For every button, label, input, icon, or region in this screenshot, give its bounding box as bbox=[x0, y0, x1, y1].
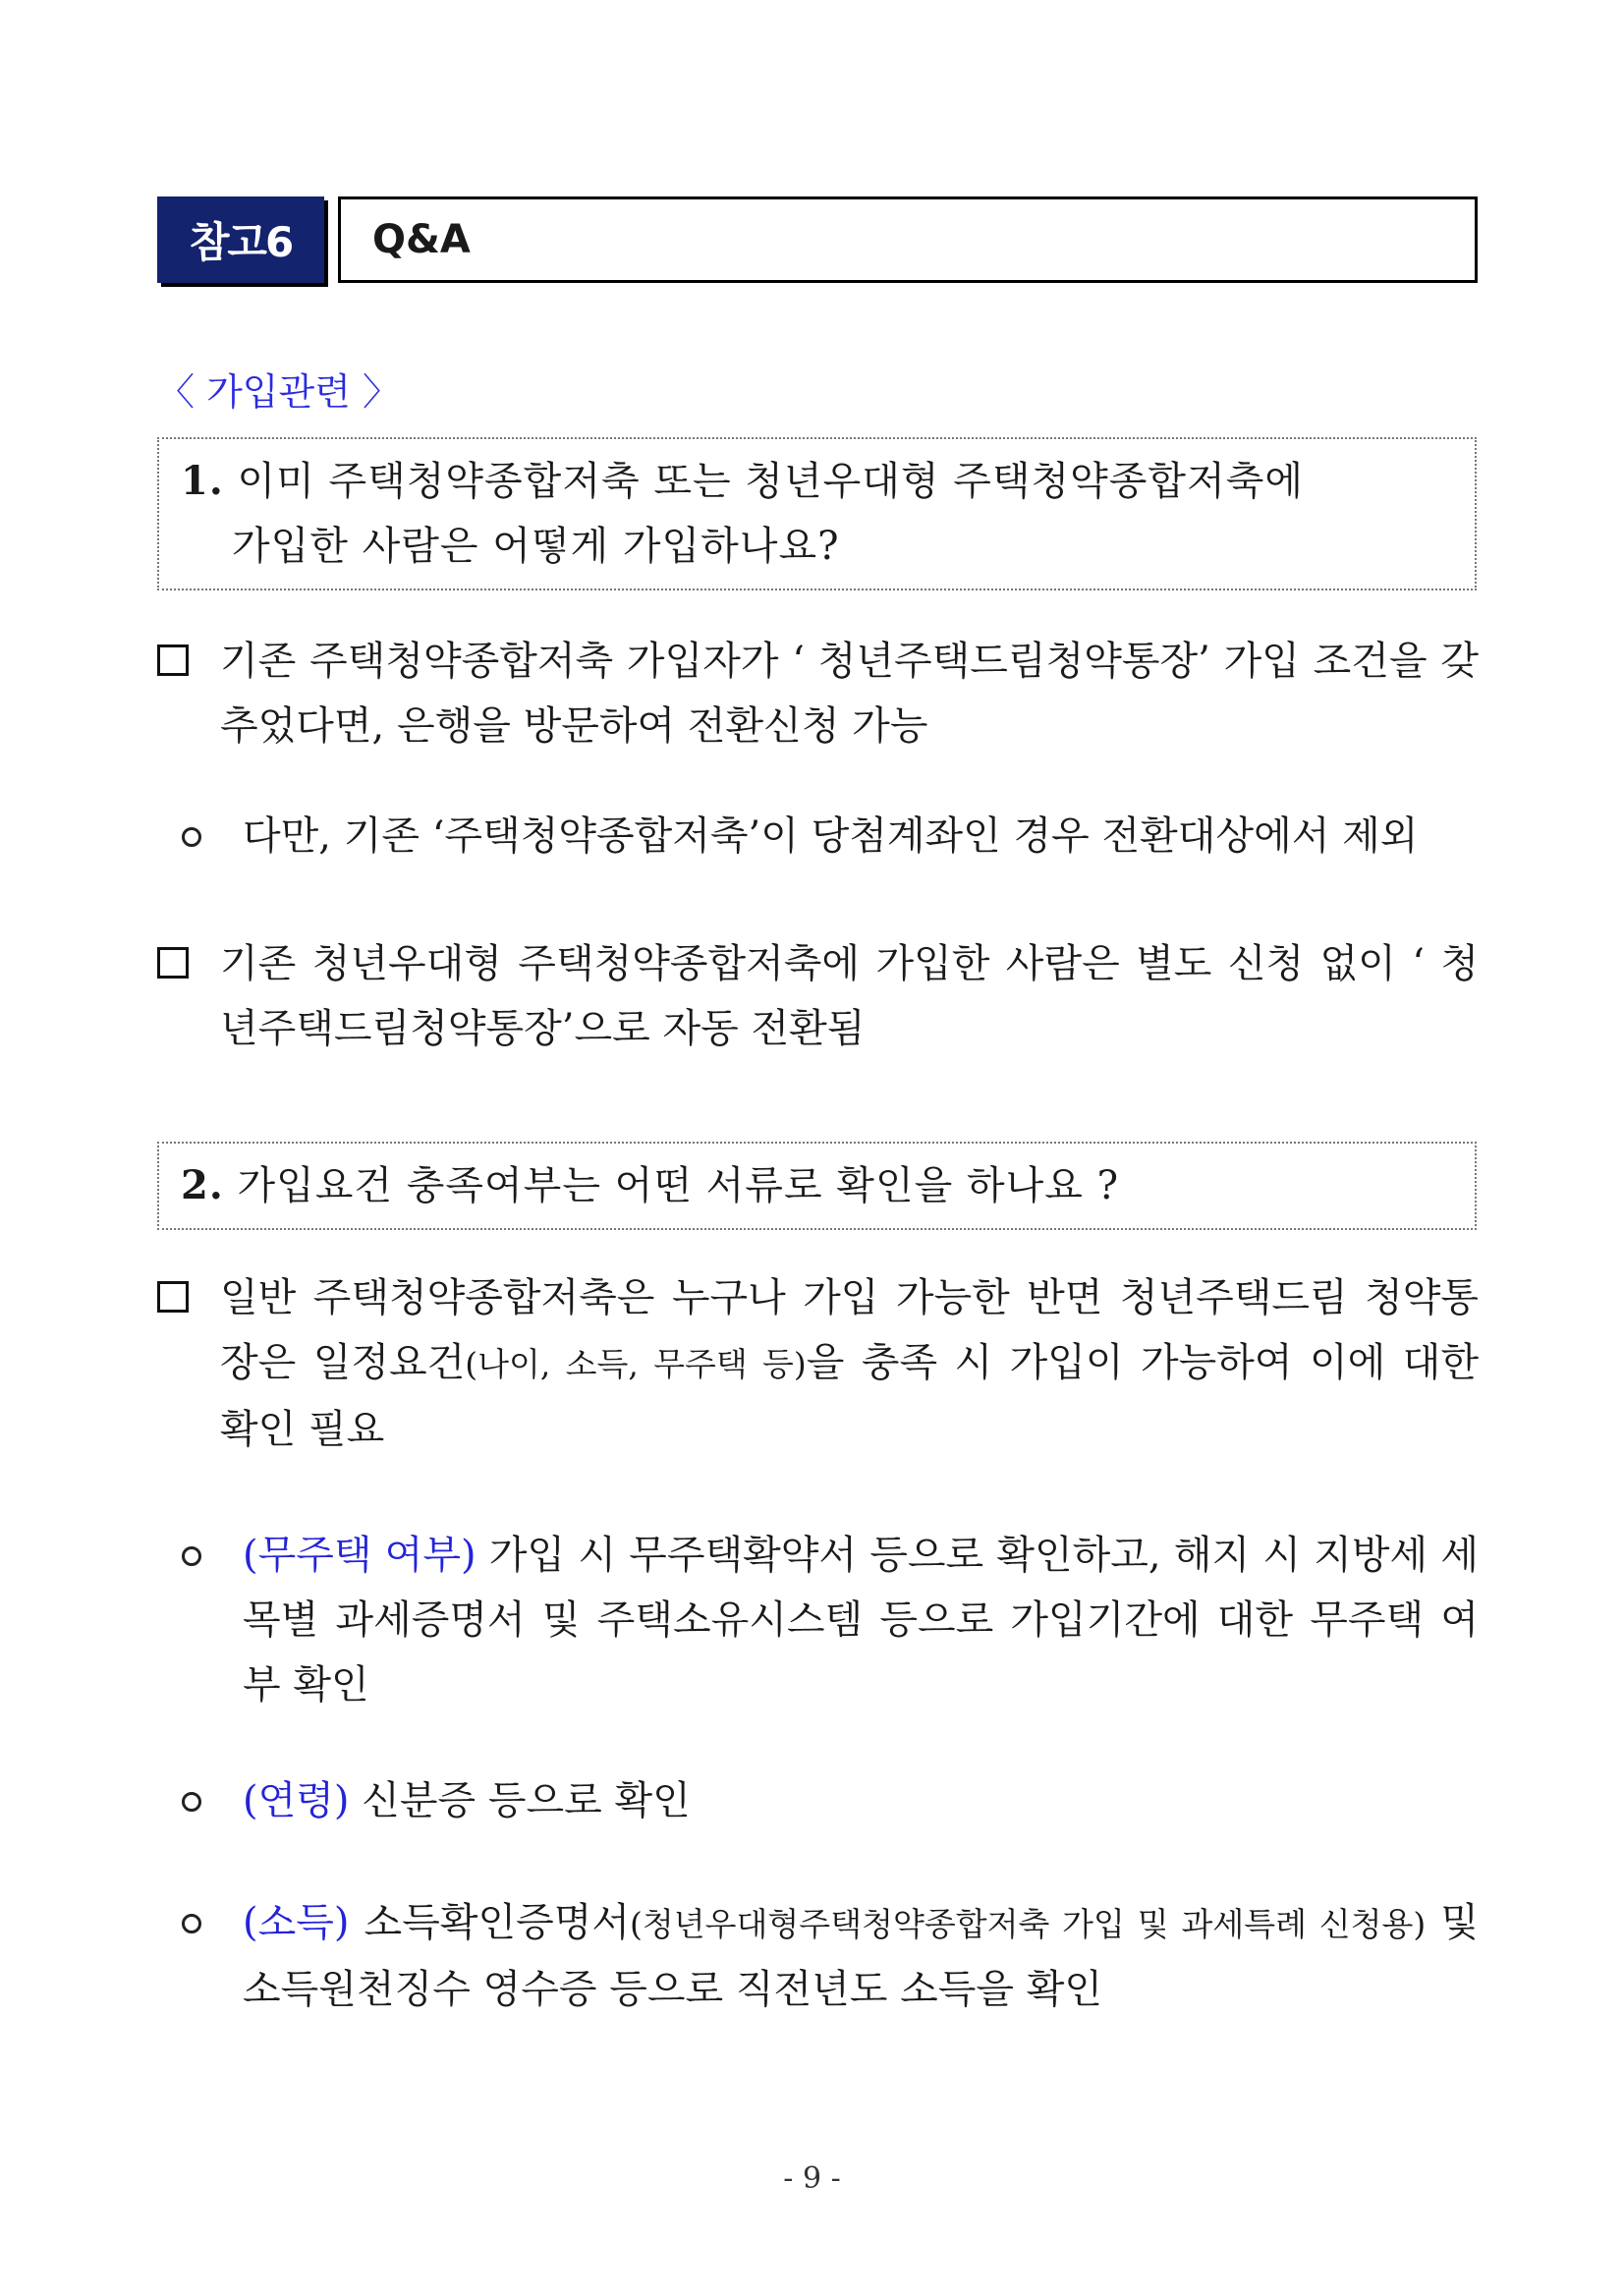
paragraph-text: 기존 주택청약종합저축 가입자가 ‘ 청년주택드림청약통장’ 가입 조건을 갖추었다면, 은행을 방문하여 전환신청 가능 bbox=[220, 639, 1479, 749]
question-number: 1. bbox=[181, 458, 224, 504]
small-text-run: (청년우대형주택청약종합저축 가입 및 과세특례 신청용) bbox=[630, 1905, 1427, 1943]
sub-point bbox=[182, 1890, 1479, 2022]
question-text: 이미 주택청약종합저축 또는 청년우대형 주택청약종합저축에 bbox=[237, 459, 1304, 504]
text-run: 및 소득원천징수 영수증 등으로 직전년도 소득을 확인 bbox=[243, 1900, 1480, 2012]
circle-bullet-icon bbox=[182, 1546, 201, 1566]
small-text-run: (나이, 소득, 무주택 등) bbox=[465, 1345, 807, 1383]
question-text-cont: 가입한 사람은 어떻게 가입하나요? bbox=[232, 524, 840, 569]
question-2-box bbox=[157, 1142, 1477, 1230]
question-text: 가입요건 충족여부는 어떤 서류로 확인을 하나요 ? bbox=[237, 1163, 1120, 1208]
circle-bullet-icon bbox=[182, 827, 201, 847]
page-number: - 9 - bbox=[783, 2161, 841, 2196]
text-run: 일반 주택청약종합저축은 누구나 가입 가능한 반면 청년주택드림 청약통장은 일정요건 bbox=[220, 1275, 1479, 1385]
text-run: 소득확인증명서 bbox=[349, 1900, 631, 1945]
square-bullet-icon bbox=[157, 947, 189, 979]
sub-point-text: 다만, 기존 ‘주택청약종합저축’이 당첨계좌인 경우 전환대상에서 제외 bbox=[243, 813, 1419, 859]
square-bullet-icon bbox=[157, 1281, 189, 1313]
answer-paragraph bbox=[157, 931, 1479, 1061]
sub-point-text bbox=[243, 1768, 1479, 1833]
text-run: 가입 시 무주택확약서 등으로 확인하고, 해지 시 지방세 세목별 과세증명서 및 주택소유시스템 등으로 가입기간에 대한 무주택 여부 확인 bbox=[243, 1533, 1479, 1708]
sub-point-label: (연령) bbox=[243, 1778, 350, 1823]
sub-point-text bbox=[243, 1523, 1479, 1717]
sub-point-label: (소득) bbox=[243, 1900, 350, 1945]
paragraph-text: 기존 청년우대형 주택청약종합저축에 가입한 사람은 별도 신청 없이 ‘ 청년주택드림청약통장’으로 자동 전환됨 bbox=[220, 941, 1479, 1051]
sub-point-label: (무주택 여부) bbox=[243, 1533, 476, 1578]
question-number: 2. bbox=[181, 1162, 224, 1208]
circle-bullet-icon bbox=[182, 1914, 201, 1933]
page-title: Q&A bbox=[338, 196, 1478, 283]
sub-point-text bbox=[243, 1890, 1479, 2022]
sub-point bbox=[182, 804, 1479, 868]
text-run: 신분증 등으로 확인 bbox=[349, 1778, 691, 1823]
sub-point bbox=[182, 1768, 1479, 1833]
question-1-box bbox=[157, 437, 1477, 590]
text-run: 을 충족 시 가입이 가능하여 이에 대한 확인 필요 bbox=[220, 1340, 1479, 1452]
answer-paragraph bbox=[157, 629, 1479, 758]
section-title: 〈 가입관련 〉 bbox=[157, 370, 400, 414]
circle-bullet-icon bbox=[182, 1792, 201, 1812]
reference-tag: 참고6 bbox=[157, 196, 324, 283]
sub-point bbox=[182, 1523, 1479, 1717]
answer-paragraph bbox=[157, 1265, 1479, 1462]
square-bullet-icon bbox=[157, 644, 189, 676]
paragraph-text bbox=[220, 1265, 1479, 1462]
